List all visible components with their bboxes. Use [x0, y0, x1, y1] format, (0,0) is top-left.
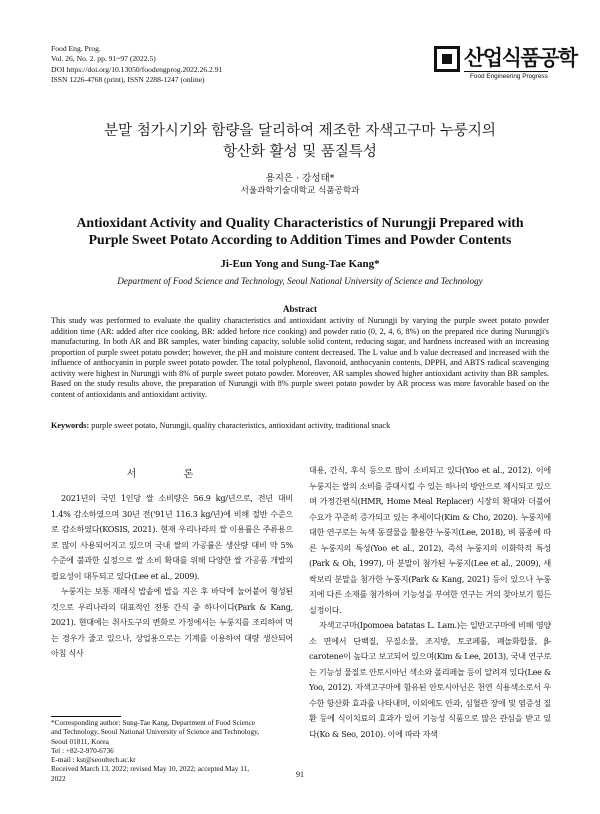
footnote-line: Seoul 01811, Korea: [51, 736, 109, 746]
journal-info: [51, 44, 222, 86]
section-heading-text: 서 론: [126, 469, 216, 480]
journal-issn: ISSN 1226-4768 (print), ISSN 2288-1247 (online): [51, 75, 205, 85]
journal-doi: DOI https://doi.org/10.13050/foodengprog.2022.26.2.91: [51, 64, 223, 74]
keywords: [51, 421, 549, 430]
footnote-line: *Corresponding author: Sung-Tae Kang, Department of Food Science: [51, 718, 256, 727]
journal-volume: Vol. 26, No. 2. pp. 91~97 (2022.5): [51, 54, 156, 64]
english-title-line2: Purple Sweet Potato According to Addition Times and Powder Contents: [88, 232, 512, 247]
logo-divider: [464, 71, 548, 72]
korean-affiliation: 서울과학기술대학교 식품공학과: [240, 186, 360, 196]
korean-title-line2: 항산화 활성 및 품질특성: [223, 144, 377, 160]
korean-title: [40, 121, 560, 163]
english-title: [40, 214, 560, 248]
english-authors: Ji-Eun Yong and Sung-Tae Kang*: [220, 258, 380, 270]
english-title-line1: Antioxidant Activity and Quality Characteristics of Nurungji Prepared with: [76, 215, 524, 230]
journal-logo: [434, 38, 577, 90]
abstract-text: This study was performed to evaluate the quality characteristics and antioxidant activity of Nurungji by varying the purple sweet potato powder addition time (AR: added after rice cooking, BR: added before rice cooking) and powder ratio (0, 2, 4, 6, 8%) on the prepared rice during Nurungji's manufacturing. In both AR and BR samples, water binding capacity, soluble solid content, reducing sugar, and hardness increased with an increasing proportion of purple sweet potato powder; however, the pH and moisture content decreased. The L value and b value decreased and increased with the influence of anthocyanin in purple sweet potato powder. The total polyphenol, flavonoid, anthocyanin contents, DPPH, and ABTS radical scavenging activity were highest in Nurungji with 8% of purple sweet potato powder. Moreover, AR samples showed higher antioxidant activity than BR samples. Based on the study results above, the preparation of Nurungji with 8% purple sweet potato powder by AR process was more favorable based on the content of antioxidants and antioxidant activity.: [51, 316, 549, 399]
body-paragraph: 자색고구마(Ipomoea batatas L. Lam.)는 일반고구마에 비해 영양소 면에서 단백질, 무질소물, 조지방, 토코페롤, 폐놀화합물, β-carotene이 높다고 보고되어 있으며(Kim & Lee, 2013), 국내 연구로는 기능성 물질로 안토시아닌 색소와 폴리페놀 등이 알려져 있다(Lee & Yoo, 2012). 자색고구마에 함유된 안토시아닌은 천연 식용색소로서 우수한 항산화 효과를 나타내며, 이외에도 안과, 심혈관 장애 및 염증성 질환 등에 식이치료의 효과가 있어 기능성 식품으로 많은 관심을 받고 있다(Ko & Seo, 2010). 이에 따라 자색: [309, 620, 551, 739]
footnote-line: Received March 13, 2022; revised May 10, 2022; accepted May 11,: [51, 764, 250, 774]
body-paragraph: 2021년의 국민 1인당 쌀 소비량은 56.9 kg/년으로, 전년 대비 1.4% 감소하였으며 30년 전('91년 116.3 kg/년)에 비해 절반 수준으로 감소하였다(KOSIS, 2021). 현재 우리나라의 쌀 이용률은 주류용으로 많이 사용되어지고 있으며 국내 쌀의 가공률은 생산량 대비 약 5% 수준에 불과한 실정으로 쌀 소비 확대를 위해 다양한 쌀 가공품 개발의 필요성이 대두되고 있다(Lee et al., 2009).: [51, 493, 293, 581]
keywords-label: Keywords:: [51, 421, 90, 430]
page-number: 91: [296, 770, 304, 779]
body-paragraph: 누룽지는 보통 재래식 밥솥에 밥을 지은 후 바닥에 눌어붙어 형성된 것으로 우리나라의 대표적인 전통 간식 중 하나이다(Park & Kang, 2021). 현대에는 취사도구의 변화로 가정에서는 누룽지를 조리하여 먹는 경우가 줄고 있으나, 상업용으로는 기계를 이용하여 대량 생산되어 아침 식사: [51, 586, 293, 658]
korean-title-line1: 분말 첨가시기와 함량을 달리하여 제조한 자색고구마 누룽지의: [104, 123, 496, 139]
logo-mark-icon: [434, 46, 460, 72]
section-heading: [51, 465, 291, 480]
footnote-line: and Technology, Seoul National University of Science and Technology,: [51, 727, 260, 737]
body-column-right: [309, 463, 551, 742]
keywords-text: purple sweet potato, Nurungji, quality characteristics, antioxidant activity, traditional snack: [91, 421, 391, 430]
footnote-line: E-mail : kst@seoultech.ac.kr: [51, 755, 136, 765]
english-affiliation: Department of Food Science and Technology, Seoul National University of Science and Technology: [117, 276, 483, 286]
korean-authors: 용지은 · 강성태*: [265, 173, 335, 184]
footnote-line: Tel : +82-2-970-6736: [51, 745, 114, 755]
footnote-divider: [51, 716, 121, 717]
abstract-heading: Abstract: [282, 304, 318, 314]
body-column-left: [51, 491, 293, 662]
body-paragraph: 대용, 간식, 후식 등으로 많이 소비되고 있다(Yoo et al., 2012). 이에 누룽지는 쌀의 소비를 증대시킬 수 있는 하나의 방안으로 제시되고 있으며 가정간편식(HMR, Home Meal Replacer) 시장의 확대와 더불어 수요가 꾸준히 증가되고 있는 추세이다(Kim & Cho, 2020). 누룽지에 대한 연구로는 녹색 동결물을 활용한 누룽지(Lee, 2018), 벼 품종에 따른 누룽지의 특성(Yoo et al., 2012), 즉석 누룽지의 이화학적 특성(Park & Oh, 1997), 마 분말이 첨가된 누룽지(Lee et al., 2009), 새싹보리 분말을 첨가한 누룽지(Park & Kang, 2021) 등이 있으나 누룽지에 다른 소재를 첨가하여 기능성을 부여한 연구는 거의 찾아보기 힘든 실정이다.: [309, 465, 551, 615]
journal-name: Food Eng. Prog.: [51, 44, 101, 53]
footnote-line: 2022: [51, 773, 66, 783]
logo-korean-text: 산업식품공학: [464, 46, 577, 70]
logo-english-text: Food Engineering Progress: [470, 73, 548, 80]
